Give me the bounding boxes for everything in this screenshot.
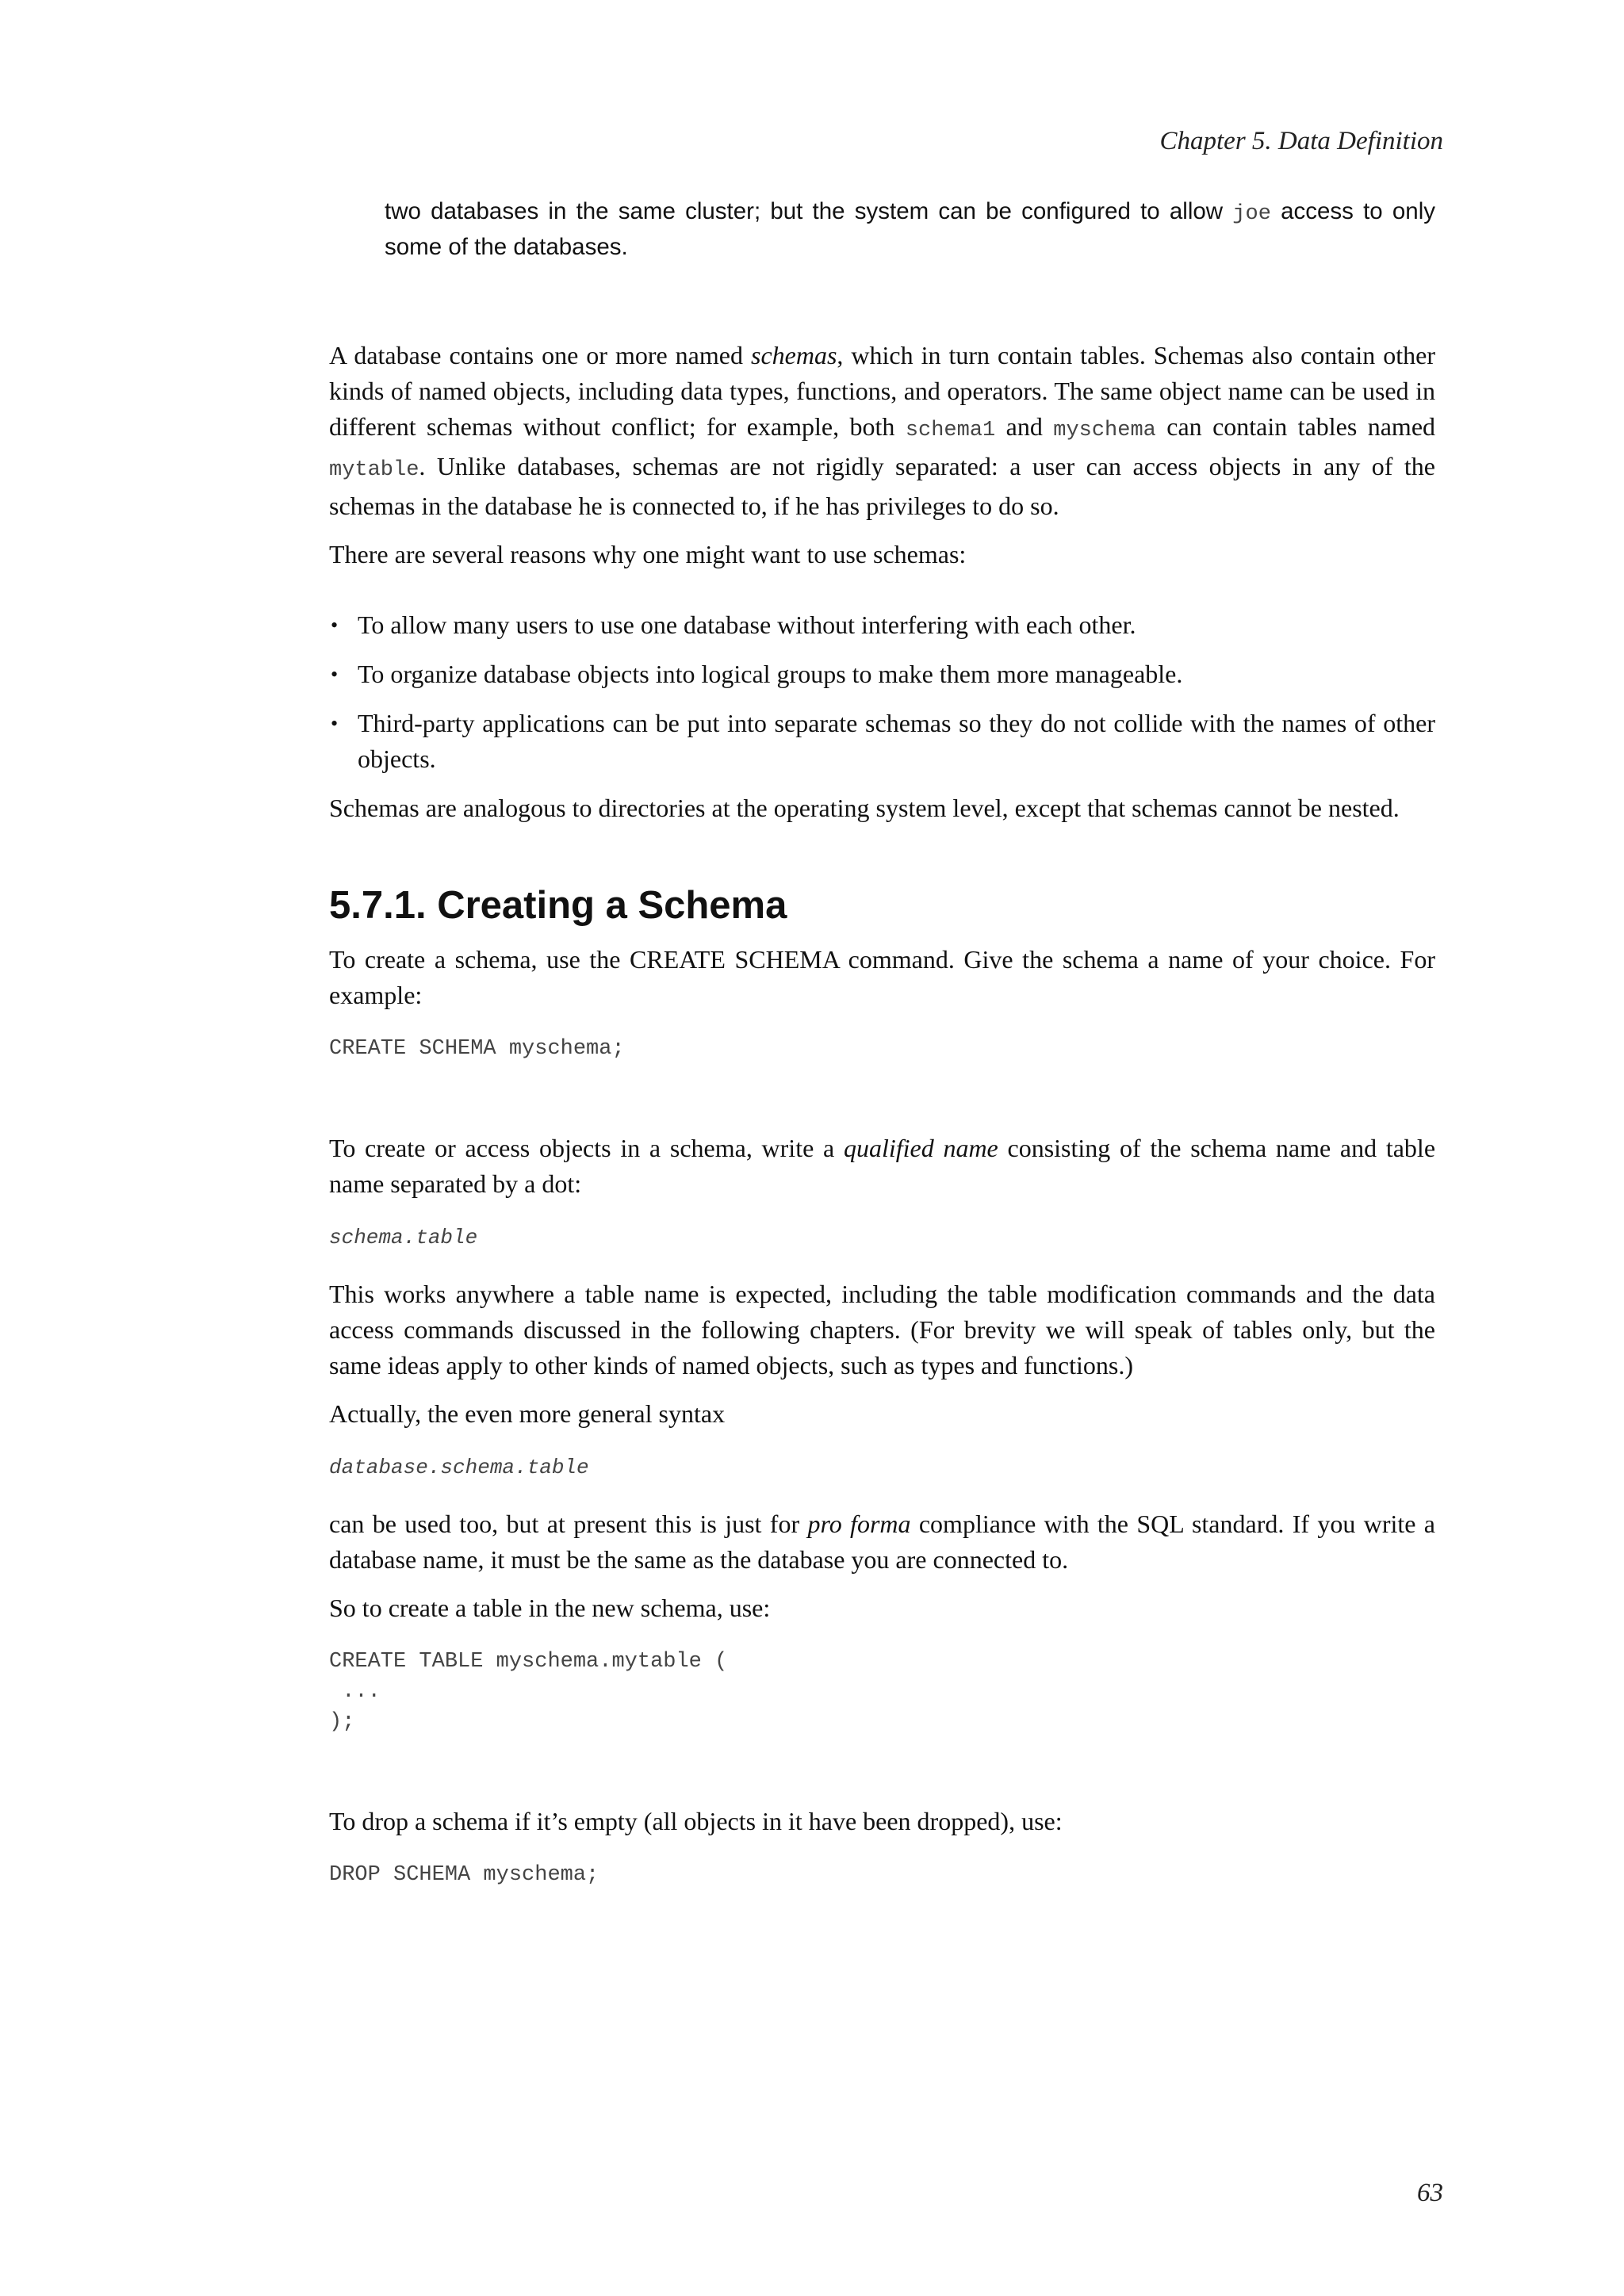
emphasis: qualified name	[843, 1134, 998, 1162]
paragraph: There are several reasons why one might want to use schemas:	[329, 540, 967, 568]
code-block: CREATE SCHEMA myschema;	[329, 1037, 625, 1061]
text-run: can be used too, but at present this is just for	[329, 1510, 808, 1538]
code-block: schema.table	[329, 1226, 478, 1249]
text-run: , which in turn contain tables. Schemas also contain other kinds of named objects, including data types, functions, and operators. The same object name can be used in different schemas without conflict; for example, both	[329, 341, 1436, 441]
list-item	[329, 656, 1435, 692]
list-item	[329, 607, 1435, 643]
text-run: and	[995, 412, 1054, 441]
text-run: To create or access objects in a schema, write a	[329, 1134, 844, 1162]
paragraph	[329, 1131, 1435, 1202]
list-item-text: To organize database objects into logical groups to make them more manageable.	[358, 660, 1183, 688]
inline-code: myschema	[1053, 419, 1156, 442]
code-block: CREATE TABLE myschema.mytable ( ... );	[329, 1650, 728, 1734]
text-run: can contain tables named	[1155, 412, 1436, 441]
inline-code: joe	[1232, 202, 1271, 226]
note-text: access to only some of the databases.	[385, 198, 1436, 260]
paragraph: This works anywhere a table name is expected, including the table modification commands and the data access commands discussed in the following chapters. (For brevity we will speak of tables only, but the same ideas apply to other kinds of named objects, such as types and functions.)	[329, 1280, 1435, 1380]
code-block: DROP SCHEMA myschema;	[329, 1863, 599, 1887]
bullet-icon: •	[331, 614, 339, 637]
paragraph: So to create a table in the new schema, use:	[329, 1594, 771, 1622]
bullet-icon: •	[331, 712, 339, 735]
text-run: consisting of the schema name and table name separated by a dot:	[329, 1134, 1436, 1198]
paragraph: To drop a schema if it’s empty (all objects in it have been dropped), use:	[329, 1807, 1063, 1835]
list-item-text: To allow many users to use one database without interfering with each other.	[358, 610, 1136, 639]
text-run: compliance with the SQL standard. If you write a database name, it must be the same as the database you are connected to.	[329, 1510, 1436, 1574]
note-continuation	[385, 195, 1435, 263]
page-number: 63	[1417, 2179, 1443, 2207]
inline-code: schema1	[905, 419, 996, 442]
emphasis: pro forma	[807, 1510, 911, 1538]
list-item-text: Third-party applications can be put into separate schemas so they do not collide with the names of other objects.	[358, 709, 1435, 773]
inline-code: mytable	[329, 458, 419, 482]
list-item	[329, 706, 1435, 777]
bullet-list	[329, 607, 1435, 777]
bullet-icon: •	[331, 663, 339, 686]
emphasis: schemas	[750, 341, 837, 369]
text-run: A database contains one or more named	[329, 341, 751, 369]
paragraph: Schemas are analogous to directories at the operating system level, except that schemas cannot be nested.	[329, 794, 1400, 822]
running-header: Chapter 5. Data Definition	[1159, 127, 1443, 155]
page-content	[329, 195, 1435, 1890]
paragraph: Actually, the even more general syntax	[329, 1399, 726, 1428]
paragraph	[329, 338, 1435, 524]
text-run: . Unlike databases, schemas are not rigidly separated: a user can access objects in any of the schemas in the database he is connected to, if he has privileges to do so.	[329, 452, 1435, 520]
code-block: database.schema.table	[329, 1456, 589, 1479]
paragraph: To create a schema, use the CREATE SCHEMA command. Give the schema a name of your choice. For example:	[329, 945, 1435, 1009]
section-heading: 5.7.1. Creating a Schema	[329, 884, 787, 927]
note-text: two databases in the same cluster; but the system can be configured to allow	[385, 198, 1233, 224]
paragraph	[329, 1506, 1435, 1578]
